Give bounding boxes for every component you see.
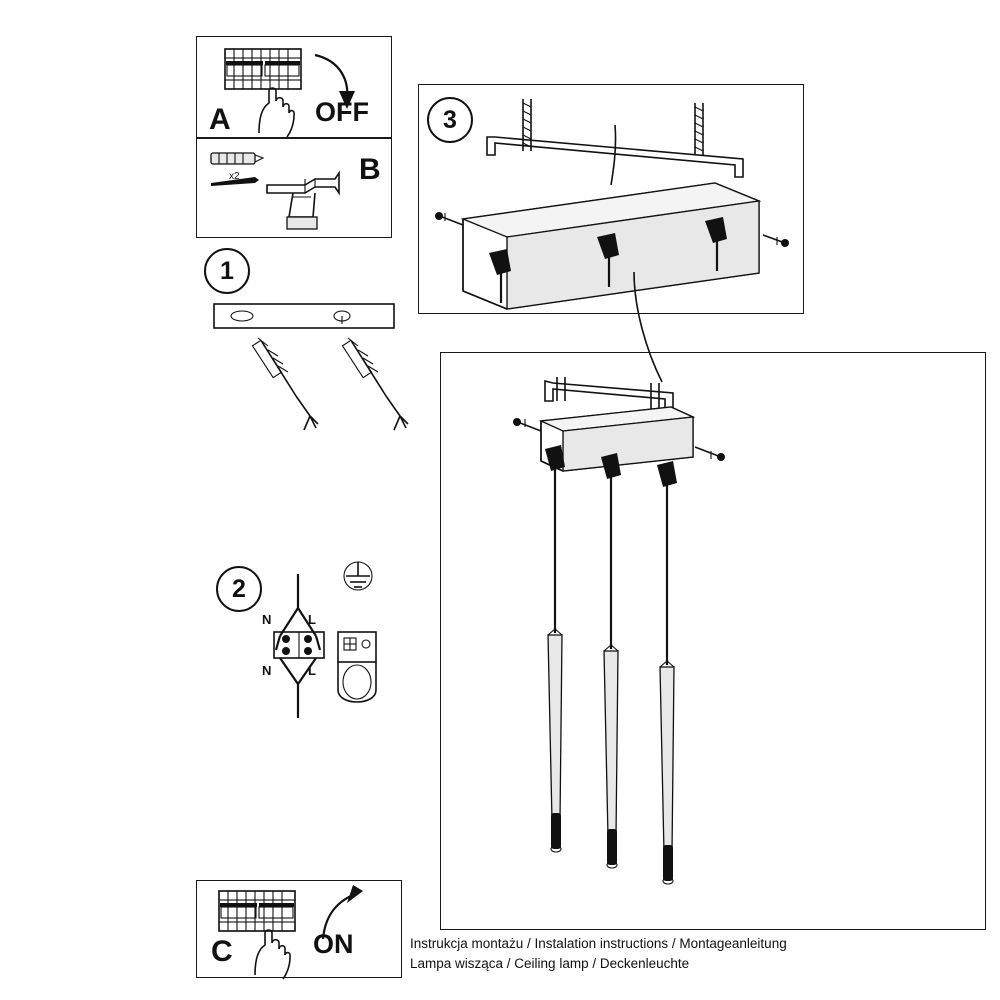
screw-icon: [513, 418, 541, 431]
terminal-label-l-top: L: [308, 612, 316, 627]
terminal-label-l-bottom: L: [308, 663, 316, 678]
panel-step-4: [440, 352, 986, 930]
panel-a-action-label: OFF: [315, 97, 369, 127]
panel-b-quantity-label: x2: [229, 171, 240, 182]
footer-line-2: Lampa wisząca / Ceiling lamp / Deckenleuchte: [410, 956, 690, 971]
pendant-tube-lamp-icon: [601, 453, 621, 868]
panel-b-label: B: [359, 153, 381, 186]
circuit-breaker-icon: [225, 49, 301, 89]
screw-icon: [435, 212, 463, 225]
anchor-screw-icon: [252, 338, 318, 430]
step-2-graphic: [250, 556, 410, 726]
connection-cable-icon: [600, 268, 690, 388]
hand-pointing-icon: [255, 930, 290, 979]
wall-plug-icon: [211, 153, 263, 164]
step-1-graphic: [200, 296, 430, 456]
panel-c-label: C: [211, 935, 233, 968]
cable-icon: [611, 125, 616, 185]
power-drill-icon: [267, 173, 339, 229]
ceiling-plate-icon: [214, 304, 394, 328]
earth-ground-icon: [344, 562, 372, 590]
step-2-number: 2: [232, 574, 246, 603]
terminal-label-n-bottom: N: [262, 663, 272, 678]
panel-a-label: A: [209, 103, 231, 136]
terminal-label-n-top: N: [262, 612, 272, 627]
pendant-tube-lamp-icon: [545, 445, 565, 852]
panel-c: [196, 880, 402, 978]
circuit-breaker-icon: [219, 891, 295, 931]
panel-a: [196, 36, 392, 138]
screw-icon: [695, 447, 725, 461]
footer-line-1: Instrukcja montażu / Instalation instructions / Montageanleitung: [410, 936, 787, 951]
hand-pointing-icon: [259, 88, 294, 137]
step-1-number: 1: [220, 256, 234, 285]
step-1-number-badge: [204, 248, 250, 294]
pendant-tube-lamp-icon: [657, 461, 677, 884]
panel-b: [196, 138, 392, 238]
anchor-screw-icon: [342, 338, 408, 430]
screw-icon: [763, 235, 789, 247]
junction-box-icon: [338, 632, 376, 702]
screw-icon: [695, 103, 703, 155]
step-4-graphic: [441, 353, 985, 929]
screw-icon: [523, 99, 531, 151]
panel-c-action-label: ON: [313, 929, 354, 959]
step-3-number: 3: [443, 105, 457, 134]
